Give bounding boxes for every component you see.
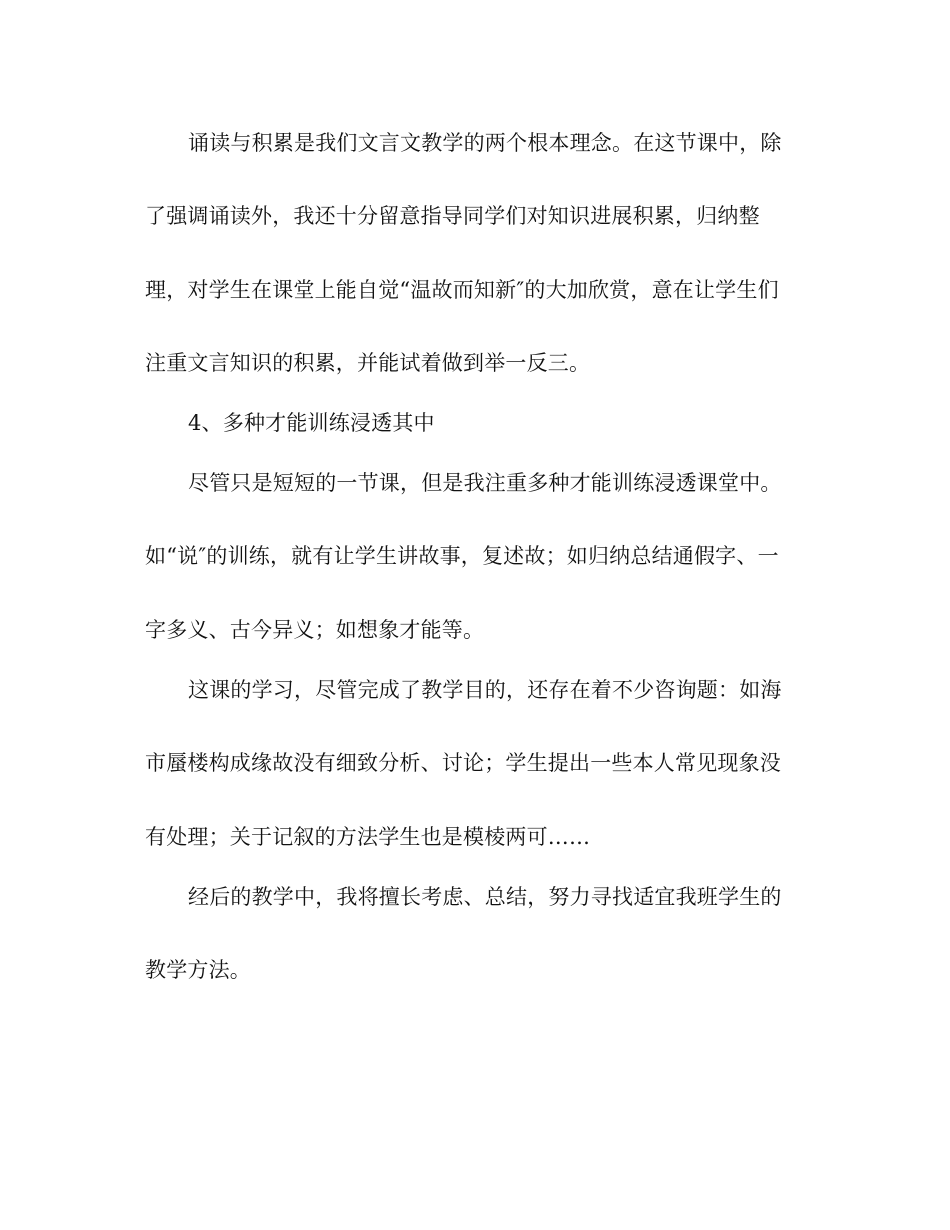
paragraph-2-line-1: 尽管只是短短的一节课，但是我注重多种才能训练浸透课堂中。	[188, 471, 782, 495]
paragraph-3-line-3: 有处理；关于记叙的方法学生也是模棱两可……	[145, 825, 591, 849]
paragraph-3-line-1: 这课的学习，尽管完成了教学目的，还存在着不少咨询题：如海	[188, 678, 782, 702]
paragraph-3-line-2: 市蜃楼构成缘故没有细致分析、讨论；学生提出一些本人常见现象没	[145, 751, 781, 775]
paragraph-4-line-1: 经后的教学中，我将擅长考虑、总结，努力寻找适宜我班学生的	[188, 885, 782, 909]
paragraph-2-line-2: 如“说″的训练，就有让学生讲故事，复述故；如归纳总结通假字、一	[145, 544, 779, 568]
paragraph-1-line-3: 理，对学生在课堂上能自觉“温故而知新″的大加欣赏，意在让学生们	[145, 278, 779, 302]
paragraph-1-line-1: 诵读与积累是我们文言文教学的两个根本理念。在这节课中，除	[188, 131, 782, 155]
paragraph-1-line-4: 注重文言知识的积累，并能试着做到举一反三。	[145, 351, 591, 375]
paragraph-4-line-2: 教学方法。	[145, 958, 251, 982]
section-heading: 4、多种才能训练浸透其中	[188, 411, 435, 435]
paragraph-2-line-3: 字多义、古今异义；如想象才能等。	[145, 618, 485, 642]
paragraph-1-line-2: 了强调诵读外，我还十分留意指导同学们对知识进展积累，归纳整	[145, 204, 760, 228]
